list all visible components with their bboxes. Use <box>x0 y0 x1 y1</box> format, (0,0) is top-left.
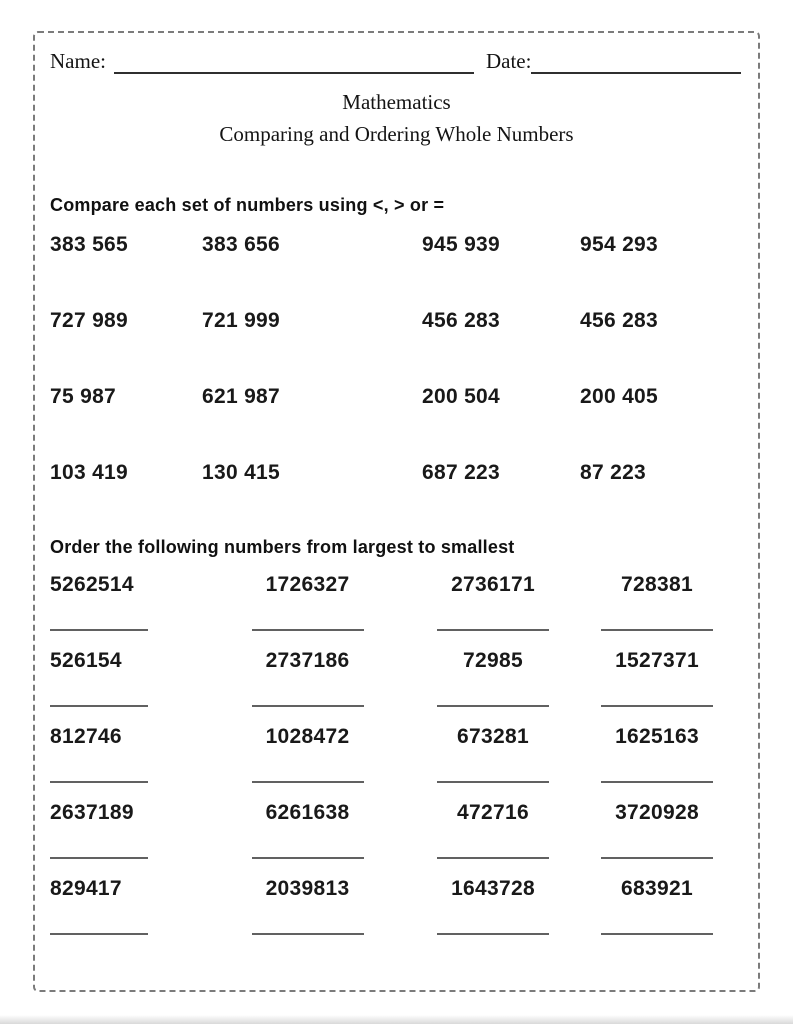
order-number: 2736171 <box>451 573 535 596</box>
name-input-line[interactable] <box>114 52 474 74</box>
compare-number: 721 999 <box>202 309 281 332</box>
answer-blank[interactable] <box>252 629 364 631</box>
compare-number: 383 656 <box>202 233 281 256</box>
compare-number: 456 283 <box>580 309 659 332</box>
blank-row <box>50 781 743 783</box>
answer-blank[interactable] <box>252 781 364 783</box>
order-number: 6261638 <box>265 801 350 824</box>
order-row <box>50 573 743 597</box>
order-row <box>50 725 743 749</box>
order-number: 728381 <box>621 573 693 596</box>
compare-number: 687 223 <box>422 461 501 484</box>
order-number: 1625163 <box>615 725 699 748</box>
compare-number: 727 989 <box>50 309 129 332</box>
name-label: Name: <box>50 49 106 73</box>
compare-number: 954 293 <box>580 233 659 256</box>
compare-number: 200 504 <box>422 385 501 408</box>
order-row-block <box>50 573 743 631</box>
answer-blank[interactable] <box>50 933 148 935</box>
answer-blank[interactable] <box>601 705 713 707</box>
titles <box>50 90 743 146</box>
answer-blank[interactable] <box>252 705 364 707</box>
answer-blank[interactable] <box>601 781 713 783</box>
order-row-block <box>50 801 743 859</box>
page-edge-shadow <box>0 1015 793 1024</box>
order-number: 683921 <box>621 877 693 900</box>
order-row <box>50 801 743 825</box>
answer-blank[interactable] <box>437 857 549 859</box>
order-number: 1643728 <box>451 877 535 900</box>
blank-row <box>50 629 743 631</box>
blank-row <box>50 933 743 935</box>
compare-number: 103 419 <box>50 461 129 484</box>
answer-blank[interactable] <box>50 857 148 859</box>
compare-number: 945 939 <box>422 233 501 256</box>
order-number: 5262514 <box>50 573 134 596</box>
answer-blank[interactable] <box>601 629 713 631</box>
answer-blank[interactable] <box>437 705 549 707</box>
answer-blank[interactable] <box>437 781 549 783</box>
order-row <box>50 877 743 901</box>
page-title: Mathematics <box>342 90 451 114</box>
order-number: 673281 <box>457 725 529 748</box>
compare-number: 621 987 <box>202 385 281 408</box>
date-input-line[interactable] <box>531 52 741 74</box>
order-number: 3720928 <box>615 801 699 824</box>
answer-blank[interactable] <box>437 629 549 631</box>
order-number: 812746 <box>50 725 122 748</box>
compare-section-heading: Compare each set of numbers using <, > or = <box>50 195 445 215</box>
compare-number: 87 223 <box>580 461 647 484</box>
order-number: 829417 <box>50 877 122 900</box>
order-number: 526154 <box>50 649 122 672</box>
page-subtitle: Comparing and Ordering Whole Numbers <box>219 122 574 146</box>
order-row-block <box>50 649 743 707</box>
blank-row <box>50 857 743 859</box>
date-label: Date: <box>485 49 532 73</box>
order-number: 1527371 <box>615 649 699 672</box>
answer-blank[interactable] <box>601 933 713 935</box>
compare-number: 456 283 <box>422 309 501 332</box>
order-number: 2737186 <box>265 649 350 672</box>
answer-blank[interactable] <box>437 933 549 935</box>
compare-grid <box>50 233 743 485</box>
blank-row <box>50 705 743 707</box>
order-number: 2039813 <box>265 877 350 900</box>
worksheet-page <box>33 31 760 992</box>
answer-blank[interactable] <box>50 781 148 783</box>
order-number: 1726327 <box>265 573 350 596</box>
order-section-heading: Order the following numbers from largest to smallest <box>50 537 515 557</box>
answer-blank[interactable] <box>601 857 713 859</box>
compare-number: 130 415 <box>202 461 281 484</box>
answer-blank[interactable] <box>50 705 148 707</box>
order-row <box>50 649 743 673</box>
compare-number: 200 405 <box>580 385 659 408</box>
order-row-block <box>50 725 743 783</box>
order-number: 2637189 <box>50 801 134 824</box>
answer-blank[interactable] <box>252 857 364 859</box>
name-date-row <box>50 48 743 74</box>
compare-number: 75 987 <box>50 385 117 408</box>
order-number: 1028472 <box>265 725 350 748</box>
order-number: 72985 <box>463 649 523 672</box>
answer-blank[interactable] <box>252 933 364 935</box>
answer-blank[interactable] <box>50 629 148 631</box>
order-row-block <box>50 877 743 935</box>
order-number: 472716 <box>457 801 529 824</box>
compare-number: 383 565 <box>50 233 129 256</box>
